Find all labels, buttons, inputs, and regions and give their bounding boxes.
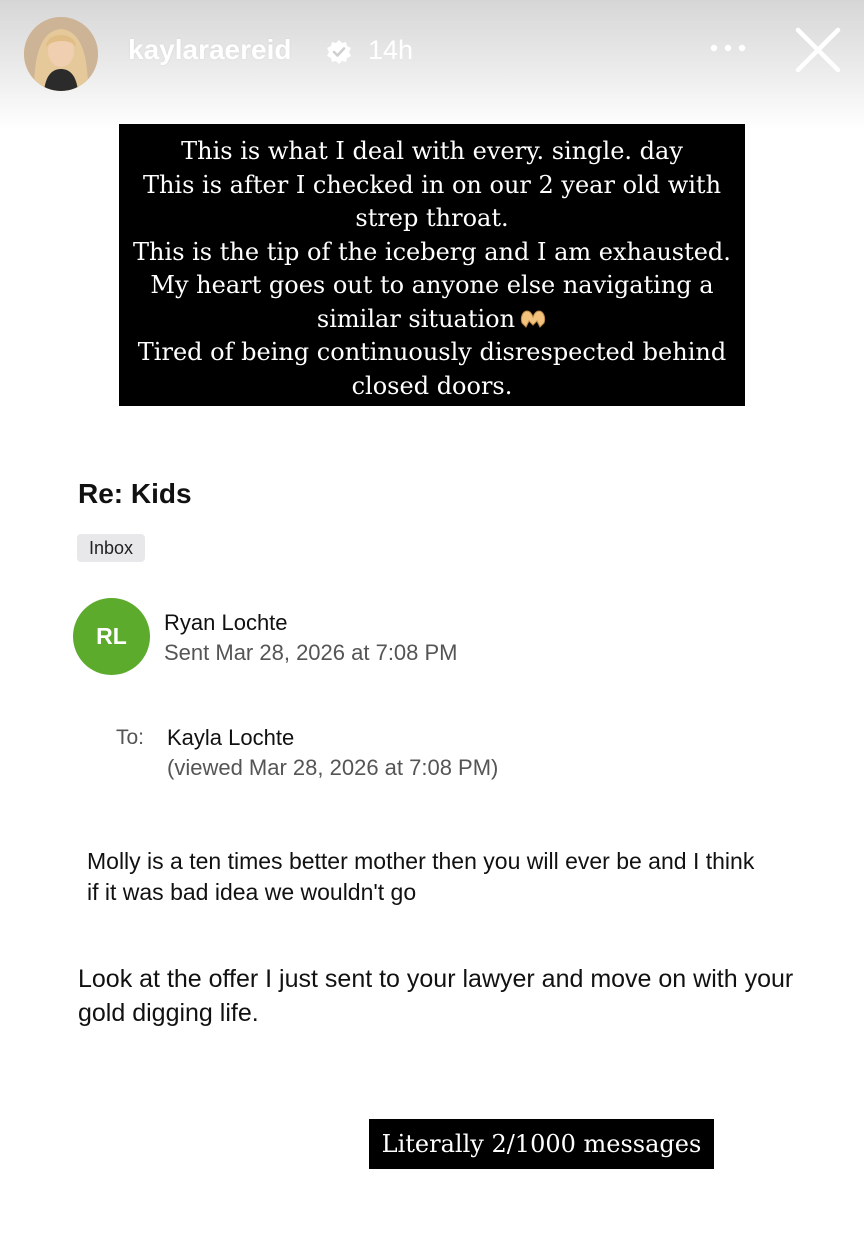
to-label: To: (116, 726, 145, 749)
close-icon[interactable] (792, 24, 844, 76)
more-options-icon[interactable] (706, 38, 750, 58)
caption-line: This is after I checked in on our 2 year old with (142, 170, 722, 199)
verified-badge-icon (325, 38, 353, 66)
caption-line: closed doors. (351, 371, 513, 400)
story-footer-caption: Literally 2/1000 messages (369, 1119, 714, 1169)
sender-name: Ryan Lochte (164, 610, 288, 635)
caption-line: Tired of being continuously disrespected behind (137, 338, 727, 366)
viewed-date: (viewed Mar 28, 2026 at 7:08 PM) (167, 755, 499, 780)
caption-line: This is what I deal with every. single. day (181, 137, 683, 165)
story-header (0, 0, 864, 110)
caption-line: strep throat. (355, 204, 509, 232)
email-subject: Re: Kids (78, 478, 192, 509)
caption-line-text: similar situation (316, 304, 516, 333)
inbox-folder-badge[interactable]: Inbox (77, 534, 145, 562)
email-body-paragraph: Look at the offer I just sent to your lawyer and move on with your gold digging life. (78, 965, 794, 1027)
email-body-paragraph: Molly is a ten times better mother then you will ever be and I think if it was bad idea we wouldn't go (87, 848, 755, 905)
story-timestamp: 14h (368, 35, 414, 65)
story-caption-box (119, 124, 745, 406)
story-username[interactable]: kaylaraereid (128, 34, 292, 65)
caption-line: This is the tip of the iceberg and I am exhausted. (133, 237, 731, 266)
sender-avatar: RL (73, 598, 150, 675)
sent-date: Sent Mar 28, 2026 at 7:08 PM (164, 640, 458, 665)
heart-hands-icon (519, 305, 547, 327)
recipient-name: Kayla Lochte (167, 725, 295, 750)
caption-line: My heart goes out to anyone else navigating a (150, 271, 714, 299)
caption-line-with-emoji (123, 303, 741, 337)
profile-avatar[interactable] (24, 17, 98, 91)
